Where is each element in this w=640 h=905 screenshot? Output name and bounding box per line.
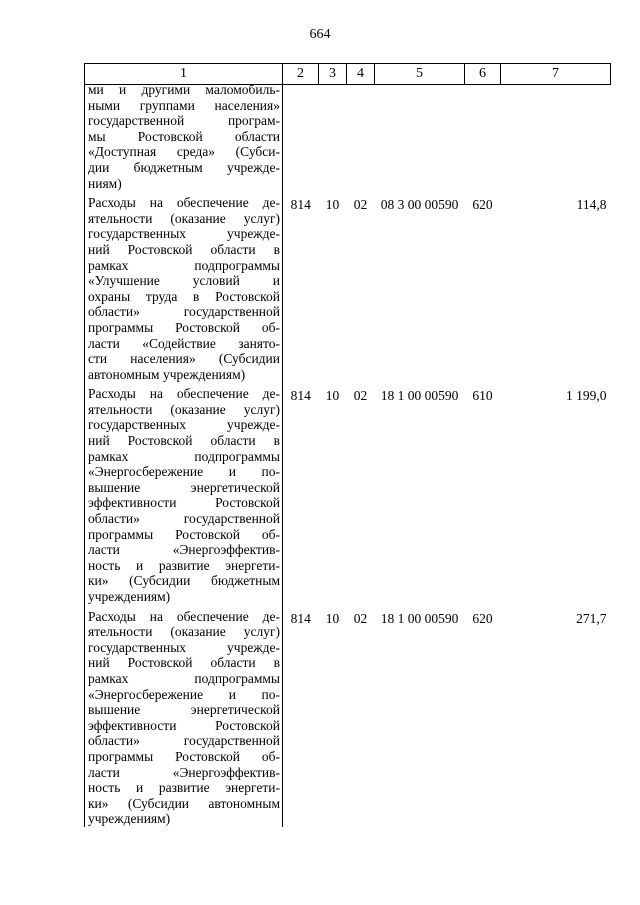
description-line: области» государственной	[88, 304, 280, 320]
description-line: охраны труда в Ростовской	[88, 288, 280, 304]
ministry-code: 814	[290, 388, 311, 404]
page-number: 664	[309, 27, 331, 42]
description-line: вышение энергетической	[88, 702, 280, 718]
expense-type-code: 620	[472, 610, 493, 626]
description-line: государственных учрежде-	[88, 417, 280, 433]
subsection-code: 02	[353, 610, 368, 626]
description-line: вышение энергетической	[88, 479, 280, 495]
section-code: 10	[325, 388, 340, 404]
target-article-code: 18 1 00 00590	[380, 610, 459, 626]
description-line: ность и развитие энергети-	[88, 557, 280, 573]
description-line: ятельности (оказание услуг)	[88, 624, 280, 640]
section-code	[319, 85, 347, 192]
description-line: ний Ростовской области в	[88, 433, 280, 449]
ministry-code	[283, 85, 319, 192]
description-line: области» государственной	[88, 511, 280, 527]
column-header-3: 3	[319, 64, 347, 85]
target-article-code: 08 3 00 00590	[380, 197, 459, 213]
amount-value: 114,8	[576, 197, 607, 213]
ministry-code: 814	[290, 610, 311, 626]
expense-type-code: 620	[472, 197, 493, 213]
description-line: Расходы на обеспечение де-	[88, 608, 280, 624]
description-line: Расходы на обеспечение де-	[88, 195, 280, 211]
description-line: учреждениям)	[88, 589, 171, 604]
description-line: «Доступная среда» (Субси-	[88, 144, 280, 160]
table-row	[85, 605, 611, 827]
description-line: ний Ростовской области в	[88, 655, 280, 671]
amount-value	[501, 85, 611, 192]
table-body	[85, 82, 611, 827]
description-line: ниям)	[88, 175, 122, 191]
column-header-2: 2	[283, 64, 319, 85]
section-code: 10	[325, 610, 340, 626]
ministry-code: 814	[290, 197, 311, 213]
description-line: автономным учреждениям)	[88, 366, 246, 382]
description-line: программы Ростовской об-	[88, 748, 280, 764]
subsection-code	[347, 85, 375, 192]
budget-table	[84, 63, 611, 827]
column-header-7: 7	[501, 64, 611, 85]
description-line: ными группами населения»	[88, 97, 280, 113]
subsection-code: 02	[353, 388, 368, 404]
amount-value: 271,7	[576, 610, 607, 626]
column-header-5: 5	[375, 64, 465, 85]
description-line: «Улучшение условий и	[88, 273, 280, 289]
description-line: государственных учрежде-	[88, 639, 280, 655]
description-line: ки» (Субсидии бюджетным	[88, 573, 280, 589]
description-line: сти населения» (Субсидии	[88, 351, 280, 367]
description-line: области» государственной	[88, 733, 280, 749]
row-description	[85, 191, 283, 382]
expense-type-code: 610	[472, 388, 493, 404]
description-line: мы Ростовской области	[88, 128, 280, 144]
description-line: ний Ростовской области в	[88, 241, 280, 257]
table-row	[85, 85, 611, 192]
description-line: Расходы на обеспечение де-	[88, 386, 280, 402]
description-line: дии бюджетным учрежде-	[88, 159, 280, 175]
description-line: ласти «Энергоэффектив-	[88, 764, 280, 780]
row-description	[85, 382, 283, 604]
column-header-6: 6	[465, 64, 501, 85]
target-article-code: 18 1 00 00590	[380, 388, 459, 404]
description-line: ность и развитие энергети-	[88, 780, 280, 796]
description-line: эффективности Ростовской	[88, 717, 280, 733]
section-code: 10	[325, 197, 340, 213]
amount-value: 1 199,0	[566, 388, 607, 404]
column-header-1: 1	[85, 64, 283, 85]
description-line: государственных учрежде-	[88, 226, 280, 242]
description-line: «Энергосбережение и по-	[88, 686, 280, 702]
table-row	[85, 191, 611, 382]
expense-type-code	[465, 85, 501, 192]
description-line: программы Ростовской об-	[88, 526, 280, 542]
description-line: ки» (Субсидии автономным	[88, 795, 280, 811]
description-line: рамках подпрограммы	[88, 257, 280, 273]
description-line: ятельности (оказание услуг)	[88, 401, 280, 417]
description-line: ласти «Содействие занято-	[88, 335, 280, 351]
description-line: ласти «Энергоэффектив-	[88, 542, 280, 558]
description-line: рамках подпрограммы	[88, 670, 280, 686]
description-line: «Энергосбережение и по-	[88, 464, 280, 480]
description-line: ми и другими маломобиль-	[88, 82, 280, 97]
description-line: рамках подпрограммы	[88, 448, 280, 464]
subsection-code: 02	[353, 197, 368, 213]
row-description	[85, 82, 283, 192]
description-line: государственной програм-	[88, 113, 280, 129]
description-line: учреждениям)	[88, 811, 171, 827]
description-line: эффективности Ростовской	[88, 495, 280, 511]
table-row	[85, 382, 611, 604]
description-line: программы Ростовской об-	[88, 319, 280, 335]
column-header-4: 4	[347, 64, 375, 85]
target-article-code	[375, 85, 465, 192]
row-description	[85, 605, 283, 827]
description-line: ятельности (оказание услуг)	[88, 210, 280, 226]
